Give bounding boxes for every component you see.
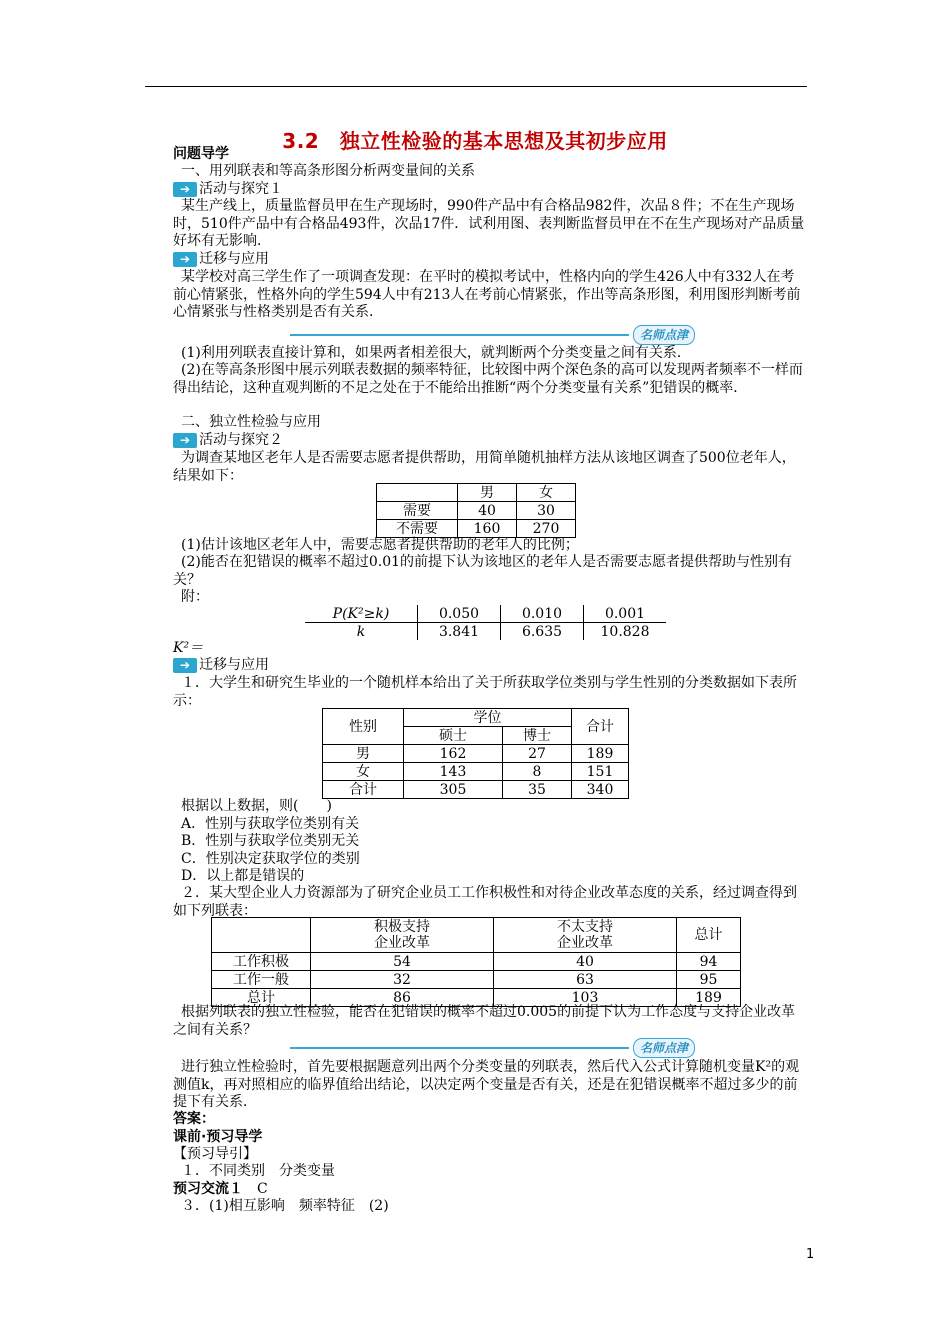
preview-guide: 【预习导引】 <box>173 1146 257 1162</box>
page-number: 1 <box>806 1247 815 1262</box>
exercise2-text: ２．某大型企业人力资源部为了研究企业员工工作积极性和对待企业改革态度的关系，经过调查得到如下列联表： <box>173 885 797 919</box>
transfer2-tag: ➔ 迁移与应用 <box>173 657 807 675</box>
answer-1: １．不同类别 分类变量 <box>181 1163 335 1179</box>
question-2: (2)能否在犯错误的概率不超过0.01的前提下认为该地区的老年人是否需要志愿者提供帮助与性别有关？ <box>173 554 793 588</box>
tip1-line1: (1)利用列联表直接计算和，如果两者相差很大，就判断两个分类变量之间有关系． <box>181 345 691 361</box>
preview-exchange: 预习交流１ C <box>173 1181 268 1197</box>
option-b: B．性别与获取学位类别无关 <box>181 833 360 849</box>
arrow-icon: ➔ <box>173 658 197 673</box>
table-row: 不需要 160 270 <box>377 520 576 538</box>
k2-formula: K²＝ <box>173 640 204 656</box>
critical-value-table: P(K²≥k) 0.050 0.010 0.001 k 3.841 6.635 10.828 <box>305 605 666 640</box>
table-row: 总计 86 103 189 <box>212 989 741 1007</box>
exercise1-text: １．大学生和研究生毕业的一个随机样本给出了关于所获取学位类别与学生性别的分类数据如下表所示： <box>173 675 797 709</box>
preclass-heading: 课前·预习导学 <box>173 1129 263 1145</box>
appendix-label: 附： <box>181 589 209 605</box>
transfer1-text: 某学校对高三学生作了一项调查发现：在平时的模拟考试中，性格内向的学生426人中有332人在考前心情紧张，性格外向的学生594人中有213人在考前心情紧张，作出等高条形图，利用图形判断考前心情紧张与性格类别是否有关系． <box>173 269 801 320</box>
tip2-text: 进行独立性检验时，首先要根据题意列出两个分类变量的列联表，然后代入公式计算随机变量K²的观测值k，再对照相应的临界值给出结论，以决定两个变量是否有关，还是在犯错误概率不超过多少的前提下有关系． <box>173 1059 800 1110</box>
question-1: (1)估计该地区老年人中，需要志愿者提供帮助的老年人的比例； <box>181 537 579 553</box>
option-c: C．性别决定获取学位的类别 <box>181 851 360 867</box>
table-row: 女 143 8 151 <box>323 763 629 781</box>
degree-gender-table: 性别 学位 合计 硕士 博士 男 162 27 189 女 143 8 151 合计 305 35 340 <box>322 708 629 799</box>
option-d: D．以上都是错误的 <box>181 868 305 884</box>
header-rule <box>145 86 807 87</box>
tip-divider <box>290 1038 695 1058</box>
arrow-icon: ➔ <box>173 182 197 197</box>
transfer1-tag: ➔ 迁移与应用 <box>173 251 807 269</box>
part2-heading: 二、独立性检验与应用 <box>181 414 321 430</box>
tip-badge: 名师点津 <box>633 1038 695 1058</box>
answers-label: 答案： <box>173 1111 215 1127</box>
exercise2-question: 根据列联表的独立性检验，能否在犯错误的概率不超过0.005的前提下认为工作态度与支持企业改革之间有关系？ <box>173 1004 796 1038</box>
table-row: 工作一般 32 63 95 <box>212 971 741 989</box>
activity1-tag: ➔ 活动与探究１ <box>173 181 807 199</box>
table-row: 合计 305 35 340 <box>323 781 629 799</box>
table-row: 男 162 27 189 <box>323 745 629 763</box>
answer-3: ３．(1)相互影响 频率特征 (2) <box>181 1198 389 1214</box>
activity1-text: 某生产线上，质量监督员甲在生产现场时，990件产品中有合格品982件，次品８件；不在生产现场时，510件产品中有合格品493件，次品17件．试利用图、表判断监督员甲在不在生产现场对产品质量好坏有无影响． <box>173 198 805 249</box>
tip1-line2: (2)在等高条形图中展示列联表数据的频率特征，比较图中两个深色条的高可以发现两者频率不一样而得出结论，这种直观判断的不足之处在于不能给出推断“两个分类变量有关系”犯错误的概率． <box>173 362 803 396</box>
option-a: A．性别与获取学位类别有关 <box>181 816 360 832</box>
needs-help-table: 男 女 需要 40 30 不需要 160 270 <box>376 483 576 538</box>
tip-divider <box>290 325 695 345</box>
table-row: 工作积极 54 40 94 <box>212 953 741 971</box>
section-guide: 问题导学 <box>173 146 229 162</box>
exercise1-question: 根据以上数据，则( ) <box>181 798 332 814</box>
table-row: 需要 40 30 <box>377 502 576 520</box>
page-title: 3.2 独立性检验的基本思想及其初步应用 <box>282 129 668 153</box>
arrow-icon: ➔ <box>173 433 197 448</box>
activity2-tag: ➔ 活动与探究２ <box>173 432 807 450</box>
part1-heading: 一、用列联表和等高条形图分析两变量间的关系 <box>181 163 475 179</box>
work-attitude-table: 积极支持 企业改革 不太支持 企业改革 总计 工作积极 54 40 94 工作一般 32 63 95 总计 86 103 189 <box>211 917 741 1007</box>
tip-badge: 名师点津 <box>633 325 695 345</box>
activity2-text: 为调查某地区老年人是否需要志愿者提供帮助，用简单随机抽样方法从该地区调查了500位老年人，结果如下： <box>173 450 796 484</box>
arrow-icon: ➔ <box>173 252 197 267</box>
